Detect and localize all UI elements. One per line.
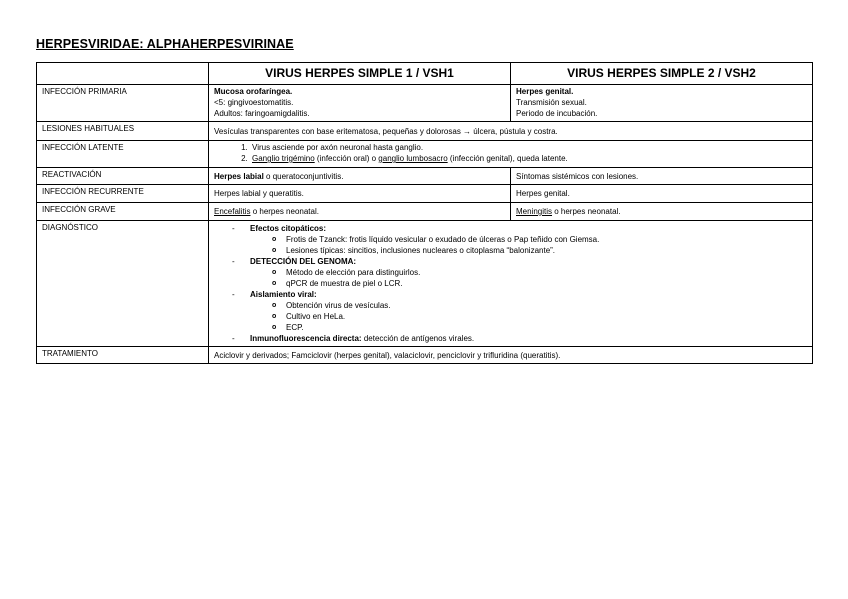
diag-tzanck: o Frotis de Tzanck: frotis líquido vesicular o exudado de úlceras o Pap teñido con Giemsa. bbox=[286, 234, 807, 245]
row-label-reactivacion: REACTIVACIÓN bbox=[37, 168, 209, 185]
herpes-table bbox=[36, 62, 813, 364]
diag-obtencion: o Obtención virus de vesículas. bbox=[286, 300, 807, 311]
row-label-grave: INFECCIÓN GRAVE bbox=[37, 203, 209, 221]
cell-reactivacion-vsh1 bbox=[209, 168, 511, 185]
diag-inmuno bbox=[250, 333, 807, 344]
cell-primaria-vsh1 bbox=[209, 85, 511, 122]
row-label-primaria: INFECCIÓN PRIMARIA bbox=[37, 85, 209, 122]
latente-text-2: (infección genital), queda latente. bbox=[447, 154, 568, 163]
row-infeccion-primaria bbox=[37, 85, 813, 122]
table-header-row bbox=[37, 63, 813, 85]
diag-aislamiento-sublist bbox=[250, 300, 807, 333]
header-vsh2: VIRUS HERPES SIMPLE 2 / VSH2 bbox=[511, 63, 813, 85]
row-infeccion-recurrente bbox=[37, 185, 813, 203]
diag-aislamiento bbox=[250, 289, 807, 333]
grave-vsh1-rest: o herpes neonatal. bbox=[250, 207, 319, 216]
diag-genoma-sublist bbox=[250, 267, 807, 289]
diag-inmuno-rest: detección de antígenos virales. bbox=[361, 334, 475, 343]
row-lesiones-habituales bbox=[37, 122, 813, 141]
row-diagnostico bbox=[37, 221, 813, 347]
row-label-diagnostico: DIAGNÓSTICO bbox=[37, 221, 209, 347]
cell-recurrente-vsh2: Herpes genital. bbox=[511, 185, 813, 203]
document-title: HERPESVIRIDAE: ALPHAHERPESVIRINAE bbox=[36, 37, 294, 51]
latente-ganglio-lumbosacro: ganglio lumbosacro bbox=[378, 154, 448, 163]
cell-primaria-vsh2 bbox=[511, 85, 813, 122]
diag-aislamiento-title: Aislamiento viral: bbox=[250, 290, 317, 299]
reactivacion-herpes-labial: Herpes labial bbox=[214, 171, 264, 181]
primaria-vsh2-title: Herpes genital. bbox=[516, 87, 574, 96]
row-infeccion-latente bbox=[37, 141, 813, 168]
latente-item-2 bbox=[250, 153, 807, 164]
diag-citopaticos-title: Efectos citopáticos: bbox=[250, 224, 327, 233]
row-label-lesiones: LESIONES HABITUALES bbox=[37, 122, 209, 141]
diag-lesiones-tipicas: o Lesiones típicas: sincitios, inclusiones nucleares o citoplasma “balonizante”. bbox=[286, 245, 807, 256]
diag-metodo: o Método de elección para distinguirlos. bbox=[286, 267, 807, 278]
diag-citopaticos-sublist bbox=[250, 234, 807, 256]
cell-latente bbox=[209, 141, 813, 168]
diagnostico-list bbox=[214, 223, 807, 344]
primaria-vsh1-line1: <5: gingivoestomatitis. bbox=[214, 98, 294, 107]
primaria-vsh2-line2: Periodo de incubación. bbox=[516, 109, 598, 118]
cell-diagnostico bbox=[209, 221, 813, 347]
cell-tratamiento: Aciclovir y derivados; Famciclovir (herpes genital), valaciclovir, penciclovir y trifluridina (queratitis). bbox=[209, 347, 813, 364]
cell-recurrente-vsh1: Herpes labial y queratitis. bbox=[209, 185, 511, 203]
row-reactivacion bbox=[37, 168, 813, 185]
row-label-recurrente: INFECCIÓN RECURRENTE bbox=[37, 185, 209, 203]
row-tratamiento bbox=[37, 347, 813, 364]
latente-text-1: (infección oral) o bbox=[314, 154, 379, 163]
header-empty-cell bbox=[37, 63, 209, 85]
grave-encefalitis: Encefalitis bbox=[214, 207, 251, 216]
diag-ecp: o ECP. bbox=[286, 322, 807, 333]
row-label-latente: INFECCIÓN LATENTE bbox=[37, 141, 209, 168]
primaria-vsh2-line1: Transmisión sexual. bbox=[516, 98, 587, 107]
diag-qpcr: o qPCR de muestra de piel o LCR. bbox=[286, 278, 807, 289]
diag-citopaticos bbox=[250, 223, 807, 256]
row-infeccion-grave bbox=[37, 203, 813, 221]
cell-lesiones: Vesículas transparentes con base eritematosa, pequeñas y dolorosas → úlcera, pústula y costra. bbox=[209, 122, 813, 141]
latente-item-1: 1. Virus asciende por axón neuronal hasta ganglio. bbox=[250, 142, 807, 153]
diag-cultivo: o Cultivo en HeLa. bbox=[286, 311, 807, 322]
row-label-tratamiento: TRATAMIENTO bbox=[37, 347, 209, 364]
header-vsh1: VIRUS HERPES SIMPLE 1 / VSH1 bbox=[209, 63, 511, 85]
diag-genoma bbox=[250, 256, 807, 289]
latente-list bbox=[214, 142, 807, 164]
diag-genoma-title: DETECCIÓN DEL GENOMA: bbox=[250, 257, 357, 266]
cell-reactivacion-vsh2: Síntomas sistémicos con lesiones. bbox=[511, 168, 813, 185]
latente-ganglio-trigemino: Ganglio trigémino bbox=[252, 154, 315, 163]
primaria-vsh1-line2: Adultos: faringoamigdalitis. bbox=[214, 109, 310, 118]
reactivacion-vsh1-rest: o queratoconjuntivitis. bbox=[263, 171, 344, 181]
diag-inmuno-title: Inmunofluorescencia directa: bbox=[250, 334, 362, 343]
cell-grave-vsh1 bbox=[209, 203, 511, 221]
cell-grave-vsh2 bbox=[511, 203, 813, 221]
primaria-vsh1-title: Mucosa orofaríngea. bbox=[214, 87, 293, 96]
grave-vsh2-rest: o herpes neonatal. bbox=[552, 207, 621, 216]
grave-meningitis: Meningitis bbox=[516, 207, 553, 216]
